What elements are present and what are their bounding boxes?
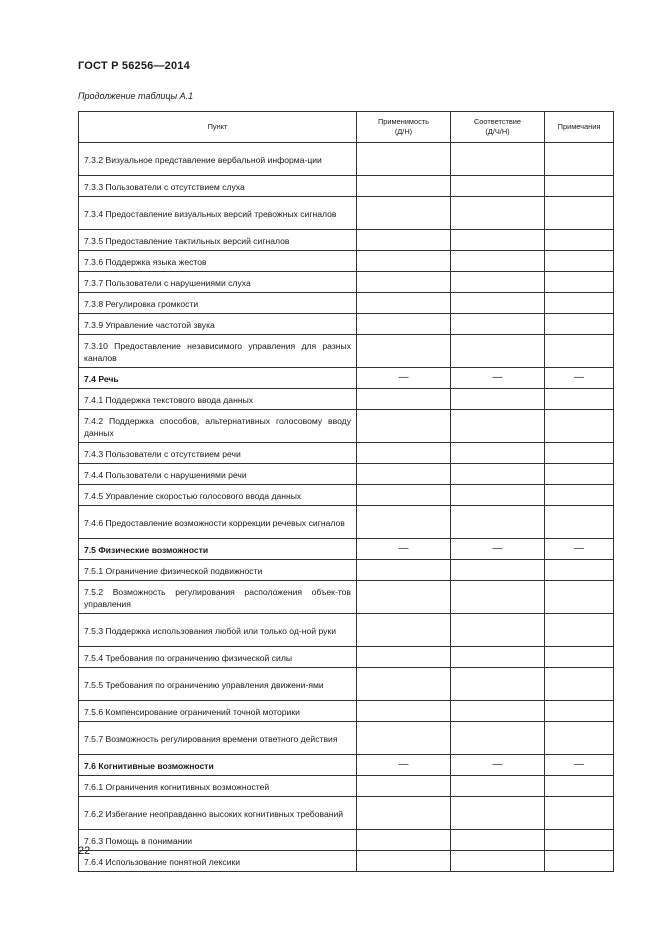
column-header-applicability: Применимость (Д/Н) bbox=[357, 112, 451, 143]
notes-cell[interactable] bbox=[545, 560, 614, 581]
table-row bbox=[79, 335, 614, 368]
applicability-cell[interactable]: — bbox=[357, 539, 451, 560]
column-header-item: Пункт bbox=[79, 112, 357, 143]
applicability-cell[interactable] bbox=[357, 314, 451, 335]
table-row bbox=[79, 668, 614, 701]
item-cell: 7.5.4 Требования по ограничению физической силы bbox=[79, 647, 357, 668]
notes-cell[interactable] bbox=[545, 464, 614, 485]
notes-cell[interactable] bbox=[545, 230, 614, 251]
table-row bbox=[79, 722, 614, 755]
notes-cell[interactable]: — bbox=[545, 368, 614, 389]
compliance-cell[interactable] bbox=[451, 797, 545, 830]
notes-cell[interactable]: — bbox=[545, 539, 614, 560]
table-row bbox=[79, 506, 614, 539]
notes-cell[interactable]: — bbox=[545, 755, 614, 776]
table-row bbox=[79, 272, 614, 293]
applicability-cell[interactable] bbox=[357, 251, 451, 272]
compliance-cell[interactable] bbox=[451, 722, 545, 755]
compliance-cell[interactable] bbox=[451, 851, 545, 872]
item-cell: 7.4.1 Поддержка текстового ввода данных bbox=[79, 389, 357, 410]
table-row bbox=[79, 581, 614, 614]
table-row bbox=[79, 410, 614, 443]
table-row bbox=[79, 797, 614, 830]
compliance-cell[interactable] bbox=[451, 701, 545, 722]
notes-cell[interactable] bbox=[545, 443, 614, 464]
item-cell: 7.3.10 Предоставление независимого управления для разных каналов bbox=[79, 335, 357, 368]
notes-cell[interactable] bbox=[545, 176, 614, 197]
notes-cell[interactable] bbox=[545, 293, 614, 314]
table-row bbox=[79, 485, 614, 506]
applicability-cell[interactable] bbox=[357, 581, 451, 614]
notes-cell[interactable] bbox=[545, 272, 614, 293]
compliance-cell[interactable] bbox=[451, 143, 545, 176]
item-cell: 7.5.3 Поддержка использования любой или только од-ной руки bbox=[79, 614, 357, 647]
notes-cell[interactable] bbox=[545, 668, 614, 701]
notes-cell[interactable] bbox=[545, 722, 614, 755]
notes-cell[interactable] bbox=[545, 851, 614, 872]
compliance-cell[interactable] bbox=[451, 485, 545, 506]
applicability-cell[interactable] bbox=[357, 701, 451, 722]
table-row bbox=[79, 368, 614, 389]
applicability-cell[interactable] bbox=[357, 506, 451, 539]
compliance-cell[interactable] bbox=[451, 272, 545, 293]
item-cell: 7.3.2 Визуальное представление вербальной информа-ции bbox=[79, 143, 357, 176]
table-row bbox=[79, 830, 614, 851]
applicability-cell[interactable] bbox=[357, 176, 451, 197]
table-row bbox=[79, 851, 614, 872]
notes-cell[interactable] bbox=[545, 335, 614, 368]
column-header-compliance: Соответствие (Д/Ч/Н) bbox=[451, 112, 545, 143]
notes-cell[interactable] bbox=[545, 647, 614, 668]
applicability-cell[interactable] bbox=[357, 389, 451, 410]
notes-cell[interactable] bbox=[545, 776, 614, 797]
notes-cell[interactable] bbox=[545, 410, 614, 443]
applicability-cell[interactable] bbox=[357, 293, 451, 314]
applicability-cell[interactable] bbox=[357, 776, 451, 797]
section-heading-cell: 7.4 Речь bbox=[79, 368, 357, 389]
table-header-row bbox=[79, 112, 614, 143]
page-number: 22 bbox=[78, 845, 91, 857]
notes-cell[interactable] bbox=[545, 143, 614, 176]
compliance-cell[interactable] bbox=[451, 506, 545, 539]
applicability-cell[interactable] bbox=[357, 272, 451, 293]
compliance-cell[interactable] bbox=[451, 230, 545, 251]
applicability-cell[interactable] bbox=[357, 560, 451, 581]
compliance-cell[interactable] bbox=[451, 389, 545, 410]
table-row bbox=[79, 755, 614, 776]
applicability-cell[interactable] bbox=[357, 230, 451, 251]
item-cell: 7.3.6 Поддержка языка жестов bbox=[79, 251, 357, 272]
notes-cell[interactable] bbox=[545, 197, 614, 230]
compliance-cell[interactable] bbox=[451, 251, 545, 272]
item-cell: 7.5.1 Ограничение физической подвижности bbox=[79, 560, 357, 581]
applicability-cell[interactable]: — bbox=[357, 368, 451, 389]
table-row bbox=[79, 389, 614, 410]
compliance-cell[interactable] bbox=[451, 830, 545, 851]
notes-cell[interactable] bbox=[545, 614, 614, 647]
compliance-cell[interactable] bbox=[451, 581, 545, 614]
applicability-cell[interactable] bbox=[357, 647, 451, 668]
applicability-cell[interactable]: — bbox=[357, 755, 451, 776]
item-cell: 7.4.4 Пользователи с нарушениями речи bbox=[79, 464, 357, 485]
item-cell: 7.6.3 Помощь в понимании bbox=[79, 830, 357, 851]
item-cell: 7.3.5 Предоставление тактильных версий сигналов bbox=[79, 230, 357, 251]
table-caption: Продолжение таблицы А.1 bbox=[78, 91, 194, 101]
table-body bbox=[79, 143, 614, 872]
table-row bbox=[79, 230, 614, 251]
notes-cell[interactable] bbox=[545, 701, 614, 722]
column-header-notes: Примечания bbox=[545, 112, 614, 143]
applicability-cell[interactable] bbox=[357, 464, 451, 485]
section-heading-cell: 7.6 Когнитивные возможности bbox=[79, 755, 357, 776]
applicability-cell[interactable] bbox=[357, 722, 451, 755]
table-row bbox=[79, 143, 614, 176]
item-cell: 7.3.7 Пользователи с нарушениями слуха bbox=[79, 272, 357, 293]
item-cell: 7.6.4 Использование понятной лексики bbox=[79, 851, 357, 872]
compliance-cell[interactable] bbox=[451, 335, 545, 368]
notes-cell[interactable] bbox=[545, 389, 614, 410]
item-cell: 7.3.9 Управление частотой звука bbox=[79, 314, 357, 335]
item-cell: 7.5.7 Возможность регулирования времени ответного действия bbox=[79, 722, 357, 755]
notes-cell[interactable] bbox=[545, 830, 614, 851]
requirements-table bbox=[78, 111, 614, 872]
table-row bbox=[79, 776, 614, 797]
table-row bbox=[79, 701, 614, 722]
table-row bbox=[79, 560, 614, 581]
applicability-cell[interactable] bbox=[357, 614, 451, 647]
item-cell: 7.5.5 Требования по ограничению управления движени-ями bbox=[79, 668, 357, 701]
item-cell: 7.5.6 Компенсирование ограничений точной моторики bbox=[79, 701, 357, 722]
table-row bbox=[79, 176, 614, 197]
compliance-cell[interactable] bbox=[451, 647, 545, 668]
item-cell: 7.4.3 Пользователи с отсутствием речи bbox=[79, 443, 357, 464]
compliance-cell[interactable] bbox=[451, 560, 545, 581]
table-row bbox=[79, 614, 614, 647]
compliance-cell[interactable] bbox=[451, 464, 545, 485]
item-cell: 7.4.6 Предоставление возможности коррекции речевых сигналов bbox=[79, 506, 357, 539]
compliance-cell[interactable] bbox=[451, 410, 545, 443]
table-row bbox=[79, 314, 614, 335]
document-header: ГОСТ Р 56256—2014 bbox=[78, 60, 190, 72]
compliance-cell[interactable] bbox=[451, 197, 545, 230]
compliance-cell[interactable] bbox=[451, 293, 545, 314]
item-cell: 7.4.2 Поддержка способов, альтернативных голосовому вводу данных bbox=[79, 410, 357, 443]
notes-cell[interactable] bbox=[545, 581, 614, 614]
applicability-cell[interactable] bbox=[357, 335, 451, 368]
compliance-cell[interactable]: — bbox=[451, 368, 545, 389]
notes-cell[interactable] bbox=[545, 314, 614, 335]
compliance-cell[interactable]: — bbox=[451, 539, 545, 560]
applicability-cell[interactable] bbox=[357, 797, 451, 830]
compliance-cell[interactable] bbox=[451, 776, 545, 797]
compliance-cell[interactable] bbox=[451, 668, 545, 701]
notes-cell[interactable] bbox=[545, 251, 614, 272]
compliance-cell[interactable] bbox=[451, 314, 545, 335]
applicability-cell[interactable] bbox=[357, 485, 451, 506]
table-row bbox=[79, 197, 614, 230]
applicability-cell[interactable] bbox=[357, 443, 451, 464]
applicability-cell[interactable] bbox=[357, 830, 451, 851]
item-cell: 7.5.2 Возможность регулирования расположения объек-тов управления bbox=[79, 581, 357, 614]
item-cell: 7.4.5 Управление скоростью голосового ввода данных bbox=[79, 485, 357, 506]
item-cell: 7.6.1 Ограничения когнитивных возможностей bbox=[79, 776, 357, 797]
compliance-cell[interactable] bbox=[451, 176, 545, 197]
compliance-cell[interactable] bbox=[451, 443, 545, 464]
notes-cell[interactable] bbox=[545, 506, 614, 539]
applicability-cell[interactable] bbox=[357, 197, 451, 230]
table-row bbox=[79, 251, 614, 272]
compliance-cell[interactable] bbox=[451, 614, 545, 647]
item-cell: 7.3.8 Регулировка громкости bbox=[79, 293, 357, 314]
item-cell: 7.6.2 Избегание неоправданно высоких когнитивных требований bbox=[79, 797, 357, 830]
applicability-cell[interactable] bbox=[357, 410, 451, 443]
applicability-cell[interactable] bbox=[357, 143, 451, 176]
applicability-cell[interactable] bbox=[357, 668, 451, 701]
applicability-cell[interactable] bbox=[357, 851, 451, 872]
table-row bbox=[79, 464, 614, 485]
table-row bbox=[79, 647, 614, 668]
item-cell: 7.3.4 Предоставление визуальных версий тревожных сигналов bbox=[79, 197, 357, 230]
table-row bbox=[79, 293, 614, 314]
table-row bbox=[79, 539, 614, 560]
notes-cell[interactable] bbox=[545, 485, 614, 506]
section-heading-cell: 7.5 Физические возможности bbox=[79, 539, 357, 560]
table-row bbox=[79, 443, 614, 464]
notes-cell[interactable] bbox=[545, 797, 614, 830]
item-cell: 7.3.3 Пользователи с отсутствием слуха bbox=[79, 176, 357, 197]
compliance-cell[interactable]: — bbox=[451, 755, 545, 776]
